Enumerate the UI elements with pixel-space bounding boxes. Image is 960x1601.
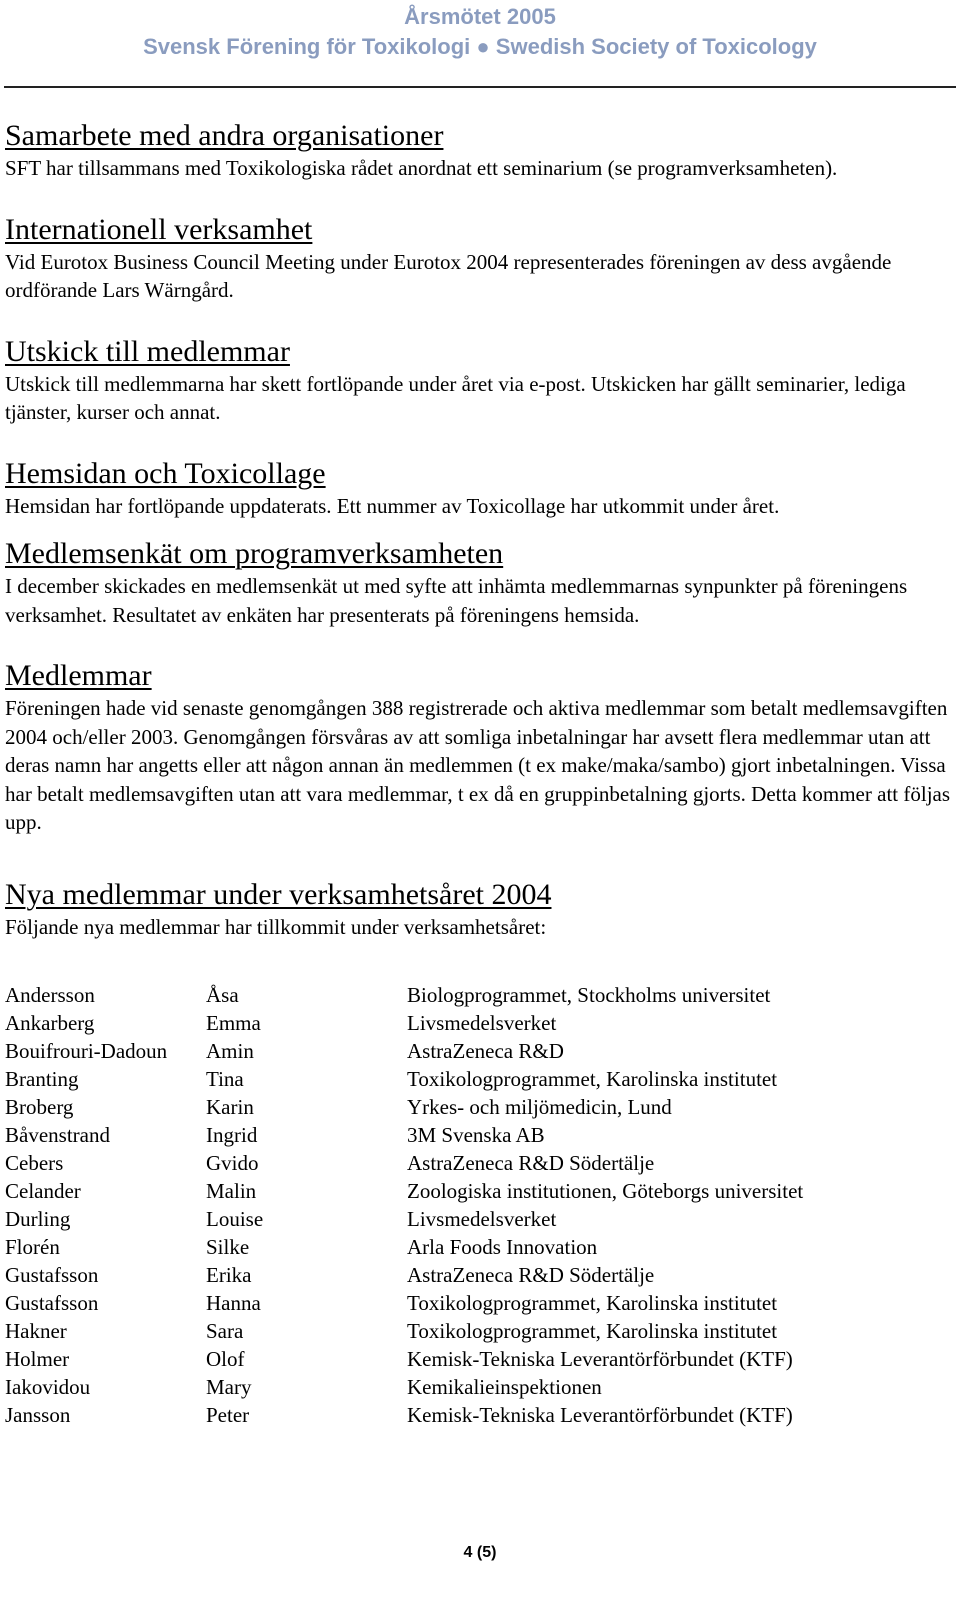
header-rule <box>4 86 956 88</box>
member-affiliation: 3M Svenska AB <box>407 1123 545 1147</box>
member-surname: Florén <box>5 1235 60 1259</box>
member-surname: Iakovidou <box>5 1375 91 1399</box>
table-row <box>5 1205 803 1233</box>
member-firstname: Mary <box>206 1375 252 1399</box>
section-medlemsenkat <box>5 536 955 629</box>
section-medlemmar <box>5 658 955 837</box>
section-heading: Medlemmar <box>5 659 152 692</box>
member-affiliation: Biologprogrammet, Stockholms universitet <box>407 983 771 1007</box>
table-row <box>5 1093 803 1121</box>
member-firstname: Sara <box>206 1319 244 1343</box>
member-firstname: Ingrid <box>206 1123 258 1147</box>
table-row <box>5 1121 803 1149</box>
section-utskick <box>5 334 955 427</box>
table-row <box>5 1345 803 1373</box>
header-title: Årsmötet 2005 <box>404 4 556 29</box>
member-surname: Holmer <box>5 1347 70 1371</box>
section-text: Följande nya medlemmar har tillkommit under verksamhetsåret: <box>5 914 547 939</box>
member-surname: Broberg <box>5 1095 74 1119</box>
table-row <box>5 1289 803 1317</box>
member-affiliation: AstraZeneca R&D <box>407 1039 564 1063</box>
section-hemsidan <box>5 456 955 521</box>
table-row <box>5 1233 803 1261</box>
section-text: Föreningen hade vid senaste genomgången 388 registrerade och aktiva medlemmar som betalt medlemsavgiften 2004 och/eller 2003. Genomgången försvåras av att somliga inbetalningar har avsett flera medlemmar utan att deras namn har angetts eller att någon annan än medlemmen (t ex make/maka/sambo) gjort inbetalningen. Vissa har betalt medlemsavgiften utan att vara medlemmar, t ex då en gruppinbetalning gjorts. Detta kommer att följas upp. <box>5 696 951 834</box>
member-firstname: Karin <box>206 1095 254 1119</box>
member-surname: Gustafsson <box>5 1263 99 1287</box>
member-affiliation: Kemisk-Tekniska Leverantörförbundet (KTF) <box>407 1347 793 1371</box>
member-surname: Cebers <box>5 1151 64 1175</box>
member-surname: Ankarberg <box>5 1011 95 1035</box>
document-body <box>5 118 955 1429</box>
member-surname: Båvenstrand <box>5 1123 110 1147</box>
table-row <box>5 1009 803 1037</box>
table-row <box>5 1037 803 1065</box>
section-text: SFT har tillsammans med Toxikologiska rådet anordnat ett seminarium (se programverksamheten). <box>5 156 838 180</box>
member-surname: Durling <box>5 1207 71 1231</box>
member-firstname: Peter <box>206 1403 250 1427</box>
header-subtitle: Svensk Förening för Toxikologi ● Swedish Society of Toxicology <box>143 34 817 59</box>
member-firstname: Olof <box>206 1347 245 1371</box>
table-row <box>5 1261 803 1289</box>
table-row <box>5 981 803 1009</box>
section-text: Utskick till medlemmarna har skett fortlöpande under året via e-post. Utskicken har gällt seminarier, lediga tjänster, kurser och annat. <box>5 371 906 424</box>
section-internationell <box>5 212 955 305</box>
page-number: 4 (5) <box>463 1544 497 1561</box>
member-affiliation: Zoologiska institutionen, Göteborgs universitet <box>407 1179 804 1203</box>
member-affiliation: AstraZeneca R&D Södertälje <box>407 1263 655 1287</box>
member-firstname: Åsa <box>206 983 239 1007</box>
member-firstname: Malin <box>206 1179 257 1203</box>
member-affiliation: Kemikalieinspektionen <box>407 1375 602 1399</box>
page-header <box>0 0 960 88</box>
section-heading: Hemsidan och Toxicollage <box>5 456 326 490</box>
section-heading: Internationell verksamhet <box>5 212 313 246</box>
section-heading: Medlemsenkät om programverksamheten <box>5 537 504 570</box>
member-surname: Jansson <box>5 1403 71 1427</box>
section-text: Hemsidan har fortlöpande uppdaterats. Ett nummer av Toxicollage har utkommit under året. <box>5 493 780 518</box>
member-affiliation: Kemisk-Tekniska Leverantörförbundet (KTF) <box>407 1403 793 1427</box>
member-affiliation: Toxikologprogrammet, Karolinska institutet <box>407 1291 778 1315</box>
member-firstname: Gvido <box>206 1151 259 1175</box>
member-affiliation: Toxikologprogrammet, Karolinska institutet <box>407 1067 778 1091</box>
member-firstname: Emma <box>206 1011 261 1035</box>
table-row <box>5 1177 803 1205</box>
section-heading: Samarbete med andra organisationer <box>5 119 444 152</box>
member-firstname: Erika <box>206 1263 252 1287</box>
member-firstname: Silke <box>206 1235 250 1259</box>
member-surname: Gustafsson <box>5 1291 99 1315</box>
member-surname: Celander <box>5 1179 81 1203</box>
member-firstname: Tina <box>206 1067 244 1091</box>
member-surname: Branting <box>5 1067 79 1091</box>
member-surname: Bouifrouri-Dadoun <box>5 1039 168 1063</box>
member-affiliation: Livsmedelsverket <box>407 1011 557 1035</box>
member-firstname: Hanna <box>206 1291 261 1315</box>
member-surname: Andersson <box>5 983 95 1007</box>
member-affiliation: AstraZeneca R&D Södertälje <box>407 1151 655 1175</box>
member-surname: Hakner <box>5 1319 67 1343</box>
member-firstname: Louise <box>206 1207 264 1231</box>
table-row <box>5 1373 803 1401</box>
member-affiliation: Toxikologprogrammet, Karolinska institutet <box>407 1319 778 1343</box>
table-row <box>5 1065 803 1093</box>
member-affiliation: Yrkes- och miljömedicin, Lund <box>407 1095 672 1119</box>
table-row <box>5 1149 803 1177</box>
table-row <box>5 1317 803 1345</box>
section-nya-medlemmar <box>5 877 955 942</box>
section-heading: Utskick till medlemmar <box>5 334 290 368</box>
member-firstname: Amin <box>206 1039 254 1063</box>
member-affiliation: Livsmedelsverket <box>407 1207 557 1231</box>
section-samarbete <box>5 118 955 183</box>
section-heading: Nya medlemmar under verksamhetsåret 2004 <box>5 877 552 911</box>
member-affiliation: Arla Foods Innovation <box>407 1235 598 1259</box>
section-text: Vid Eurotox Business Council Meeting under Eurotox 2004 representerades föreningen av dess avgående ordförande Lars Wärngård. <box>5 249 892 302</box>
section-text: I december skickades en medlemsenkät ut med syfte att inhämta medlemmarnas synpunkter på föreningens verksamhet. Resultatet av enkäten har presenterats på föreningens hemsida. <box>5 574 908 627</box>
table-row <box>5 1401 803 1429</box>
new-members-table <box>5 981 803 1429</box>
